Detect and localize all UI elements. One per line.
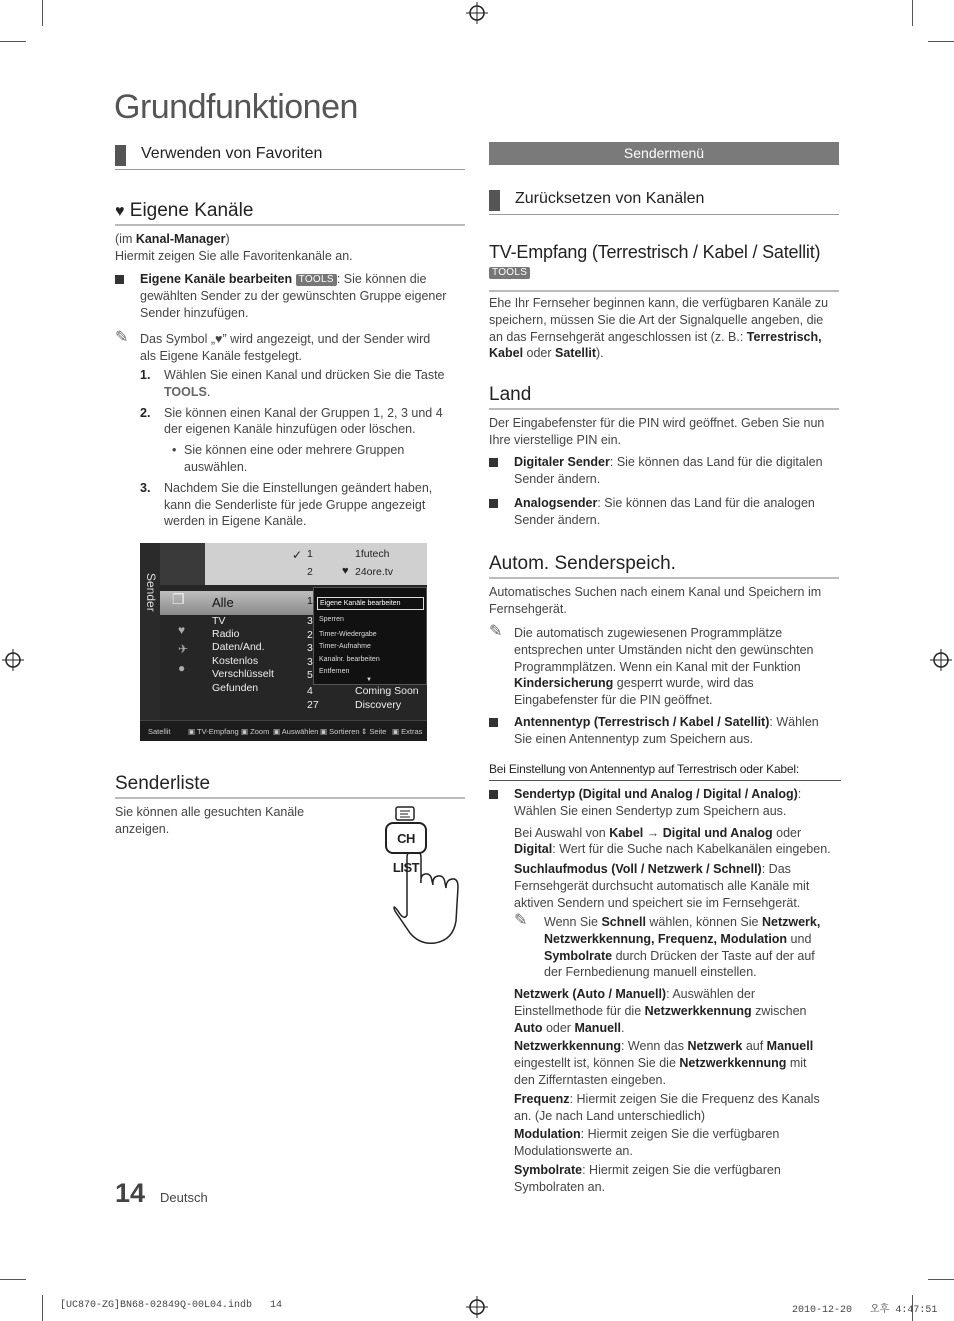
bullet-square xyxy=(489,718,498,727)
land-section xyxy=(489,384,839,410)
heart-icon: ♥ xyxy=(342,565,349,577)
bullet-square xyxy=(115,275,124,284)
sendertyp-block: Sendertyp (Digital und Analog / Digital / Analog): Wählen Sie einen Sendertyp zum Speichern aus. Bei Auswahl von Kabel → Digital und Analog oder Digital: Wert für die Suche nach Kabelkanälen eingeben. Suchlaufmodus (Voll / Netzwerk / Schnell): Das Fernsehgerät durchsucht automatisch alle Kanäle mit aktiven Sendern und speichert sie im Fernsehgerät. xyxy=(514,787,831,910)
tools-menu-item[interactable]: Entfernen xyxy=(319,668,350,675)
bullet-square xyxy=(489,499,498,508)
left-column xyxy=(115,145,465,545)
autom-heading: Autom. Senderspeich. xyxy=(489,553,839,579)
page-number: 14 xyxy=(115,1178,146,1208)
land-heading: Land xyxy=(489,384,839,410)
note-pencil-icon: ✎ xyxy=(514,912,528,929)
page-title: Grundfunktionen xyxy=(114,88,358,126)
eigene-bullet: Eigene Kanäle bearbeiten TOOLS : Sie können die gewählten Sender zu der gewünschten Gruppe eigener Sender hinzufügen. xyxy=(140,272,447,320)
tv-row-name: 24ore.tv xyxy=(355,566,393,578)
tools-menu-item[interactable]: Timer-Wiedergabe xyxy=(319,631,377,638)
ch-list-button[interactable]: CH LIST xyxy=(385,822,427,854)
crop-mark xyxy=(0,1279,26,1280)
tv-empfang-heading-block xyxy=(489,242,839,292)
crop-mark xyxy=(42,0,43,26)
tv-group: Radio xyxy=(212,628,240,640)
netzwerk-block: Netzwerk (Auto / Manuell): Auswählen der Einstellmethode für die Netzwerkkennung zwischen Auto oder Manuell. Netzwerkkennung: Wenn das Netzwerk auf Manuell eingestellt ist, können Sie die Netzwerkkennung mit den Zifferntasten eingeben. Frequenz: Hiermit zeigen Sie die Frequenz des Kanals an. (Je nach Land unterschiedlich) Modulation: Hiermit zeigen Sie die verfügbaren Modulationswerte an. Symbolrate: Hiermit zeigen Sie die verfügbaren Symbolraten an. xyxy=(514,987,820,1194)
registration-mark-icon xyxy=(466,2,488,24)
tv-row-num: 2 xyxy=(307,566,313,578)
tools-menu-item[interactable]: Kanalnr. bearbeiten xyxy=(319,656,380,663)
tv-row-num: 3 xyxy=(307,615,313,627)
tv-row-num: 4 xyxy=(307,685,313,697)
tv-bottom-bar: Satellit ▣ TV-Empfang ▣ Zoom ▣ Auswählen ▣ Sortieren ⇕ Seite ▣ Extras xyxy=(140,720,427,741)
eigene-note: Das Symbol „♥” wird angezeigt, und der Sender wird als Eigene Kanäle festgelegt. xyxy=(140,332,431,363)
heart-icon: ♥ xyxy=(178,623,186,637)
check-icon: ✓ xyxy=(292,548,303,562)
satellite-icon: ✈ xyxy=(178,642,189,656)
tv-sidebar xyxy=(140,543,160,720)
tv-empfang-heading: TV-Empfang (Terrestrisch / Kabel / Satellit) xyxy=(489,242,821,262)
channel-list-screen xyxy=(140,543,427,741)
globe-icon: ● xyxy=(178,661,186,675)
tv-top-panel xyxy=(205,543,427,585)
land-bullet-analog: Analogsender: Sie können das Land für die analogen Sender ändern. xyxy=(514,496,815,527)
folder-icon: ❒ xyxy=(172,591,185,607)
heart-icon: ♥ xyxy=(115,203,125,220)
crop-mark xyxy=(912,0,913,26)
tv-group: Verschlüsselt xyxy=(212,668,274,680)
autom-note: Die automatisch zugewiesenen Programmplätze entsprechen unter Umständen nicht den gewünschten Programmplätzen. Wenn ein Kanal mit der Funktion Kindersicherung gesperrt wurde, wird das Eingabefenster für die PIN geöffnet. xyxy=(514,626,814,708)
reset-header: Zurücksetzen von Kanälen xyxy=(489,190,839,215)
tv-row-num: 5 xyxy=(307,669,313,681)
tv-row-num: 3 xyxy=(307,656,313,668)
tools-badge: TOOLS xyxy=(296,274,337,286)
tv-row-num: 1 xyxy=(307,595,313,607)
page-language: Deutsch xyxy=(160,1190,208,1205)
favorites-header: Verwenden von Favoriten xyxy=(115,145,465,170)
schnell-note: Wenn Sie Schnell wählen, können Sie Netzwerk, Netzwerkkennung, Frequenz, Modulation und Symbolrate durch Drücken der Taste auf der auf der Fernbedienung manuell einstellen. xyxy=(544,915,821,980)
crop-mark xyxy=(928,41,954,42)
tv-group: Daten/And. xyxy=(212,641,265,653)
tv-group-selected: Alle xyxy=(212,595,234,610)
tv-row-num: 27 xyxy=(307,699,319,711)
crop-mark xyxy=(0,41,26,42)
tv-row-name: Discovery xyxy=(355,699,402,711)
footer-date: 2010-12-20 오후 4:47:51 xyxy=(792,1305,938,1316)
crop-mark xyxy=(42,1295,43,1321)
eigene-steps: 1. Wählen Sie einen Kanal und drücken Sie die Taste TOOLS. 2. Sie können einen Kanal der Gruppen 1, 2, 3 und 4 der eigenen Kanäle hinzufügen oder löschen. • Sie können eine oder mehrere Gruppen auswählen. 3. Nachdem Sie die Einstellungen geändert haben, kann die Senderliste für jede Gruppe angezeigt werden in Eigene Kanäle. xyxy=(140,368,445,529)
tv-row-name: Coming Soon xyxy=(355,685,419,697)
tv-sidebar-label: Sender xyxy=(144,573,158,612)
registration-mark-icon xyxy=(2,649,24,671)
tv-group: Gefunden xyxy=(212,682,259,694)
footer-file: [UC870-ZG]BN68-02849Q-00L04.indb 14 xyxy=(60,1300,283,1311)
note-pencil-icon: ✎ xyxy=(115,329,129,346)
senderliste-text: Sie können alle gesuchten Kanäle anzeigen. xyxy=(115,805,305,836)
registration-mark-icon xyxy=(466,1296,488,1318)
autom-text: Automatisches Suchen nach einem Kanal und Speichern im Fernsehgerät. xyxy=(489,585,822,616)
tools-badge: TOOLS xyxy=(489,267,530,279)
tools-menu-item[interactable]: Eigene Kanäle bearbeiten xyxy=(317,597,424,610)
land-text: Der Eingabefenster für die PIN wird geöffnet. Geben Sie nun Ihre vierstellige PIN ein. xyxy=(489,416,825,447)
autom-section xyxy=(489,553,839,579)
eigene-heading: ♥ Eigene Kanäle xyxy=(115,200,465,226)
tv-row-num: 2 xyxy=(307,629,313,641)
condition-heading: Bei Einstellung von Antennentyp auf Terrestrisch oder Kabel: xyxy=(489,762,841,781)
tv-group: Kostenlos xyxy=(212,655,259,667)
registration-mark-icon xyxy=(930,649,952,671)
tools-popup xyxy=(313,587,427,685)
land-bullet-digital: Digitaler Sender: Sie können das Land für die digitalen Sender ändern. xyxy=(514,455,823,486)
eigene-intro: (im Kanal-Manager) Hiermit zeigen Sie alle Favoritenkanäle an. xyxy=(115,232,353,263)
scroll-down-icon: ▼ xyxy=(366,677,372,683)
tools-menu-item[interactable]: Timer-Aufnahme xyxy=(319,643,371,650)
tv-row-name: 1futech xyxy=(355,548,390,560)
note-pencil-icon: ✎ xyxy=(489,623,503,640)
bullet-square xyxy=(489,790,498,799)
tv-empfang-text: Ehe Ihr Fernseher beginnen kann, die verfügbaren Kanäle zu speichern, müssen Sie die Art der Signalquelle angeben, die an das Fernsehgerät angeschlossen ist (z. B.: Terrestrisch, Kabel oder Satellit). xyxy=(489,296,829,361)
bullet-square xyxy=(489,458,498,467)
tv-row-num: 3 xyxy=(307,642,313,654)
tv-group: TV xyxy=(212,615,226,627)
crop-mark xyxy=(928,1279,954,1280)
tools-menu-item[interactable]: Sperren xyxy=(319,616,344,623)
senderliste-heading: Senderliste xyxy=(115,773,465,799)
sendermenu-bar: Sendermenü xyxy=(489,142,839,165)
tv-row-num: 1 xyxy=(307,548,313,560)
antennentyp-bullet: Antennentyp (Terrestrisch / Kabel / Satellit): Wählen Sie einen Antennentyp zum Speichern aus. xyxy=(514,715,819,746)
